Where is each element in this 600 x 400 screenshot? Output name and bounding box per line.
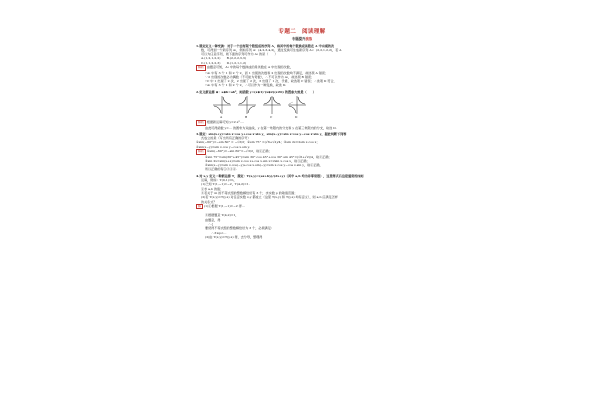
q3-analysis-2: ②sin 75°=sin(30°+45°)=sin 30°·cos 45°+cos 30°·sin 45°=(√6+√2)/4，故②正确；: [205, 154, 332, 159]
q3-item-2: ④sin(x−y)=sin x·cos y−cos x·sin y.: [196, 144, 250, 149]
q4-solution-tag: 解: [198, 203, 201, 208]
graph-d-figure: [287, 95, 307, 115]
document-sheet: [196, 30, 408, 390]
q2-analysis-text-1: 根据新运算可知 y=2·x²·…: [206, 120, 244, 125]
q3-analysis-4: ④sin(x−y)=sin x·cos(−y)+cos x·sin(−y)=sin x·cos y−cos x·sin y，故④正确，: [205, 163, 323, 168]
q2-graph-c: [262, 95, 282, 119]
q3-analysis-text-1: ①sin(−60°)=−sin 60°=−√3/2，故①正确；: [206, 149, 272, 154]
q1-analysis-4: ∵C 中 1 出现了 2 次，2 出现了 2 次，3 出现了 1 次，矛盾，故选项 C 错误；∴选项 D 符合，: [205, 79, 337, 84]
q2-analysis-2: 由此可得函数 y=… 的图象为双曲线，y 在第一象限内的分支和 y 在第三象限内的分支，故选 D.: [205, 125, 337, 130]
q1-line-3: 可以为任意序列，则下面的序列可作为 A₁ 的是（ ）: [201, 52, 278, 57]
q4-solution-7: (2)由 T(x,y)=T(y,x) 得，去分母，整理得: [205, 234, 263, 239]
q3-line-2: 式成立的是（写出所有正确的序号）: [201, 136, 251, 141]
q1-analysis-tag: 解析: [198, 65, 204, 70]
q2-graph-a: [212, 95, 232, 119]
q3-item-1: ①sin(−60°)=−sin 60° = −√3/2；②sin 75° =(√6+√2)/4；③sin 2x=2sin x·cos x；: [196, 140, 320, 145]
q1-line-2: 数，可得到一个新序列 A₁，例如序列 A：(4,2,3,4,2)，通过变换可生成新序列 A₁：(2,2,1,2,2)，若 A: [201, 47, 342, 52]
q1-analysis-text-1: 由题意可知，A₁ 中的每个数换成的是该数在 A 中出现的次数，: [206, 65, 293, 70]
graph-b-figure: [237, 95, 257, 115]
q1-analysis-2: ∵A₁ 中有 3 个 1 和 2 个 2，而 1 出现的次数和 2 出现的次数均不满足，故选项 A 错误；: [205, 70, 328, 75]
q4-solution-2: ②根据题意 T(4,2)=1，: [205, 213, 239, 218]
q4-solution-6: ∴3≤p<…: [205, 230, 227, 235]
section-subtitle: [196, 37, 408, 41]
q2-graph-options: [196, 95, 408, 119]
q1-line-1: 1.规定定义一种变换：对于一个由有限个数组成的序列 A，将其中的每个数换成该数在 A 中出现的次: [196, 43, 335, 48]
q1-option-ab: A.(1,2,1,2,2) B.(2,2,2,3,3): [201, 56, 247, 61]
q2-graph-b: [237, 95, 257, 119]
graph-c-figure: [262, 95, 282, 115]
q1-analysis-3: ∵2 出现的次数必为偶数（不可能为奇数），∴不可以作为 A₁，故选项 B 错误；: [205, 74, 315, 79]
q2-analysis-tag: 解析: [198, 120, 204, 125]
q4-solution-text-1: (1)①根据 T(1,−1)=−2 得…: [203, 203, 245, 208]
q2-label-b: B: [245, 115, 248, 120]
q4-line-7: 的关系式？: [201, 199, 217, 204]
q4-line-6: (2)若 T(x,y)=T(y,x) 对任意实数 x,y 都成立（这里 T(x,y) 和 T(y,x) 均有意义），则 a,b 应满足怎样: [201, 195, 338, 200]
q2-label-c: C: [270, 115, 273, 120]
subtitle-prefix: 专题提升: [291, 37, 306, 42]
graph-a-figure: [212, 95, 232, 115]
q4-solution-4: ∴{: [205, 221, 214, 226]
q4-line-5: ②若关于 m 的不等式组的整数解恰好有 3 个，求实数 p 的取值范围；: [201, 190, 298, 195]
q2-label-a: A: [220, 115, 223, 120]
q2-label-d: D: [295, 115, 298, 120]
q3-analysis-5: 所以正确的有①②③④.: [205, 167, 237, 172]
q2-graph-d: [287, 95, 307, 119]
subtitle-accent: 演练: [305, 37, 313, 42]
page-title: 专题二 阅读理解: [278, 29, 326, 35]
q3-analysis-3: ③sin 2x=sin(x+x)=sin x·cos x+cos x·sin x=2sin x·cos x，故③正确；: [205, 158, 310, 163]
q4-line-1: 4.对 x,y 定义一种新运算 T，规定：T(x,y)=(ax+by)/(2x+y)（其中 a,b 均为非零常数），这里等式右边是通常的四则: [196, 173, 364, 178]
q4-line-4: ①求 a,b 的值；: [201, 186, 224, 191]
q4-line-2: 运算，例如：T(0,1)=b，: [201, 178, 237, 183]
q1-option-cd: C.(1,1,2,2,3) D.(1,2,1,1,2): [201, 60, 247, 65]
q4-line-3: (1)已知 T(1,−1)=−2，T(4,2)=1.: [201, 182, 250, 187]
q4-solution-3: 由题意，得: [205, 217, 221, 222]
q3-analysis-tag: 解析: [198, 149, 204, 154]
q2-line: 2.定义新运算 ⊕：a⊕b=ab²，则函数 y=(x⊕1)·(x⊕2)(x≠0) 的图象大致是（ ）: [196, 89, 316, 94]
q4-solution-5: 要使得不等式组的整数解恰好为 3 个，必须满足：: [205, 226, 274, 231]
q3-line-1: 3.规定：sin(x+y)=sin x·cos y+cos x·sin y，sin(x−y)=sin x·cos y−cos x·sin y，据此判断下列等: [196, 131, 347, 136]
q1-analysis-5: ∵A₁ 中有 3 个 1 和 2 个 2，∴可以作为一种变换，故选 D.: [205, 83, 287, 88]
